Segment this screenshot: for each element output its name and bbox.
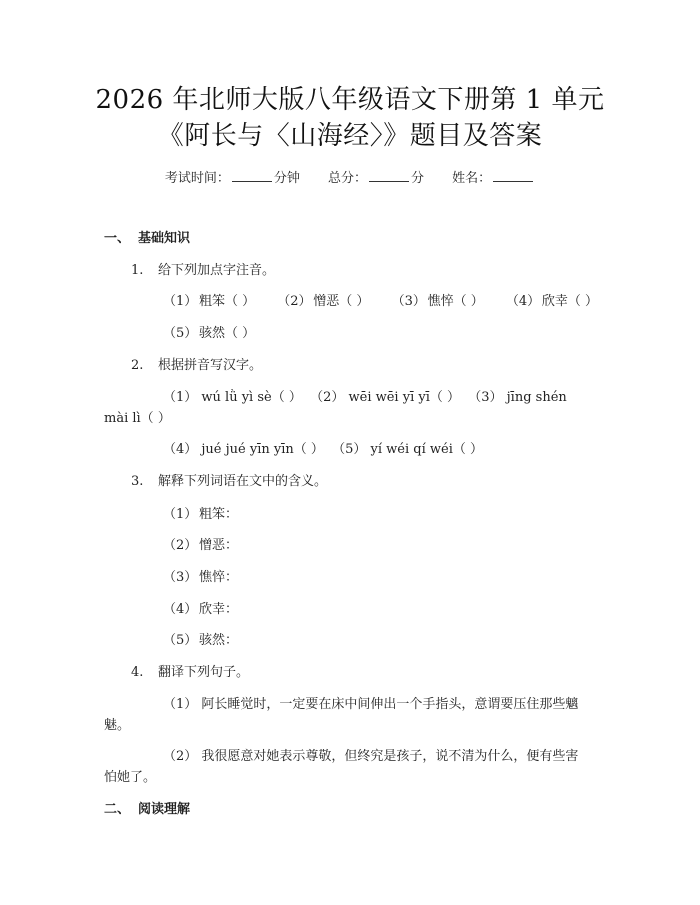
total-score-field (328, 171, 424, 186)
page-title-line1: 2026 年北师大版八年级语文下册第 1 单元 (95, 85, 605, 115)
option (163, 325, 255, 343)
question-text: 给下列加点字注音。 (158, 263, 276, 278)
question-number: 2. (131, 358, 144, 373)
question-text: 根据拼音写汉字。 (158, 358, 263, 373)
page-title-line2: 《阿长与〈山海经〉》题目及答案 (157, 121, 543, 151)
option (506, 293, 598, 311)
section-title: 基础知识 (138, 231, 191, 246)
section-heading-reading (104, 801, 190, 819)
option-number: （4） (505, 294, 541, 309)
item-text: 欣幸： (199, 602, 239, 617)
item-text: 憎恶： (199, 538, 239, 553)
question-text: 解释下列词语在文中的含义。 (158, 474, 328, 489)
item-number: （5） (163, 633, 198, 648)
item-text: 骇然： (199, 633, 239, 648)
name-label: 姓名： (452, 171, 492, 186)
question-3 (131, 473, 327, 491)
item-text: 憔悴： (199, 570, 239, 585)
option-text: 憎恶（ ） (313, 294, 370, 309)
option-number: （2） (277, 294, 312, 309)
question-4 (131, 664, 249, 682)
exam-time-label: 考试时间： (164, 171, 230, 186)
exam-time-field (165, 171, 300, 186)
exam-info (0, 167, 700, 186)
option (277, 293, 369, 311)
option-text: 粗笨（ ） (199, 294, 256, 309)
option-text: 欣幸（ ） (541, 294, 598, 309)
exam-time-blank[interactable] (232, 169, 272, 182)
question-2-row-1-continued: mài lì（ ） (104, 411, 171, 426)
item-number: （2） (163, 538, 198, 553)
option-number: （5） (163, 326, 198, 341)
question-3-item (163, 601, 238, 619)
total-score-label: 总分： (327, 171, 367, 186)
option-number: （3） (391, 294, 426, 309)
exam-time-unit: 分钟 (273, 171, 300, 186)
item-number: （4） (163, 602, 198, 617)
name-blank[interactable] (493, 169, 533, 182)
question-number: 3. (131, 474, 144, 489)
total-score-blank[interactable] (369, 169, 409, 182)
option-number: （1） (163, 294, 198, 309)
question-4-sentence-1: （1） 阿长睡觉时，一定要在床中间伸出一个手指头，意谓要压住那些魑 (163, 697, 579, 712)
question-3-item (163, 537, 238, 555)
section-title: 阅读理解 (138, 802, 191, 817)
section-number: 二、 (104, 802, 131, 817)
option (163, 293, 255, 311)
option-text: 骇然（ ） (199, 326, 256, 341)
question-3-item (163, 506, 238, 524)
question-1-row-1 (163, 293, 598, 311)
question-1 (131, 262, 275, 280)
section-heading-basics (104, 230, 190, 248)
item-number: （3） (163, 570, 198, 585)
question-3-item (163, 632, 238, 650)
question-number: 1. (131, 263, 144, 278)
item-number: （1） (163, 507, 198, 522)
section-number: 一、 (104, 231, 131, 246)
question-2 (131, 357, 262, 375)
name-field (452, 171, 535, 186)
option-text: 憔悴（ ） (427, 294, 484, 309)
total-score-unit: 分 (411, 171, 425, 186)
question-4-sentence-2-continued: 怕她了。 (104, 770, 157, 785)
question-4-sentence-1-continued: 魅。 (104, 718, 131, 733)
question-2-row-1: （1） wú lǜ yì sè（ ） （2） wēi wēi yī yī（ ） （3） jīng shén (163, 390, 567, 405)
question-text: 翻译下列句子。 (158, 665, 250, 680)
item-text: 粗笨： (199, 507, 239, 522)
question-4-sentence-2: （2） 我很愿意对她表示尊敬，但终究是孩子，说不清为什么，便有些害 (163, 749, 579, 764)
question-1-row-2 (163, 325, 255, 343)
question-3-item (163, 569, 238, 587)
question-number: 4. (131, 665, 144, 680)
question-2-row-2: （4） jué jué yīn yīn（ ） （5） yí wéi qí wéi（ ） (163, 442, 484, 457)
option (392, 293, 484, 311)
